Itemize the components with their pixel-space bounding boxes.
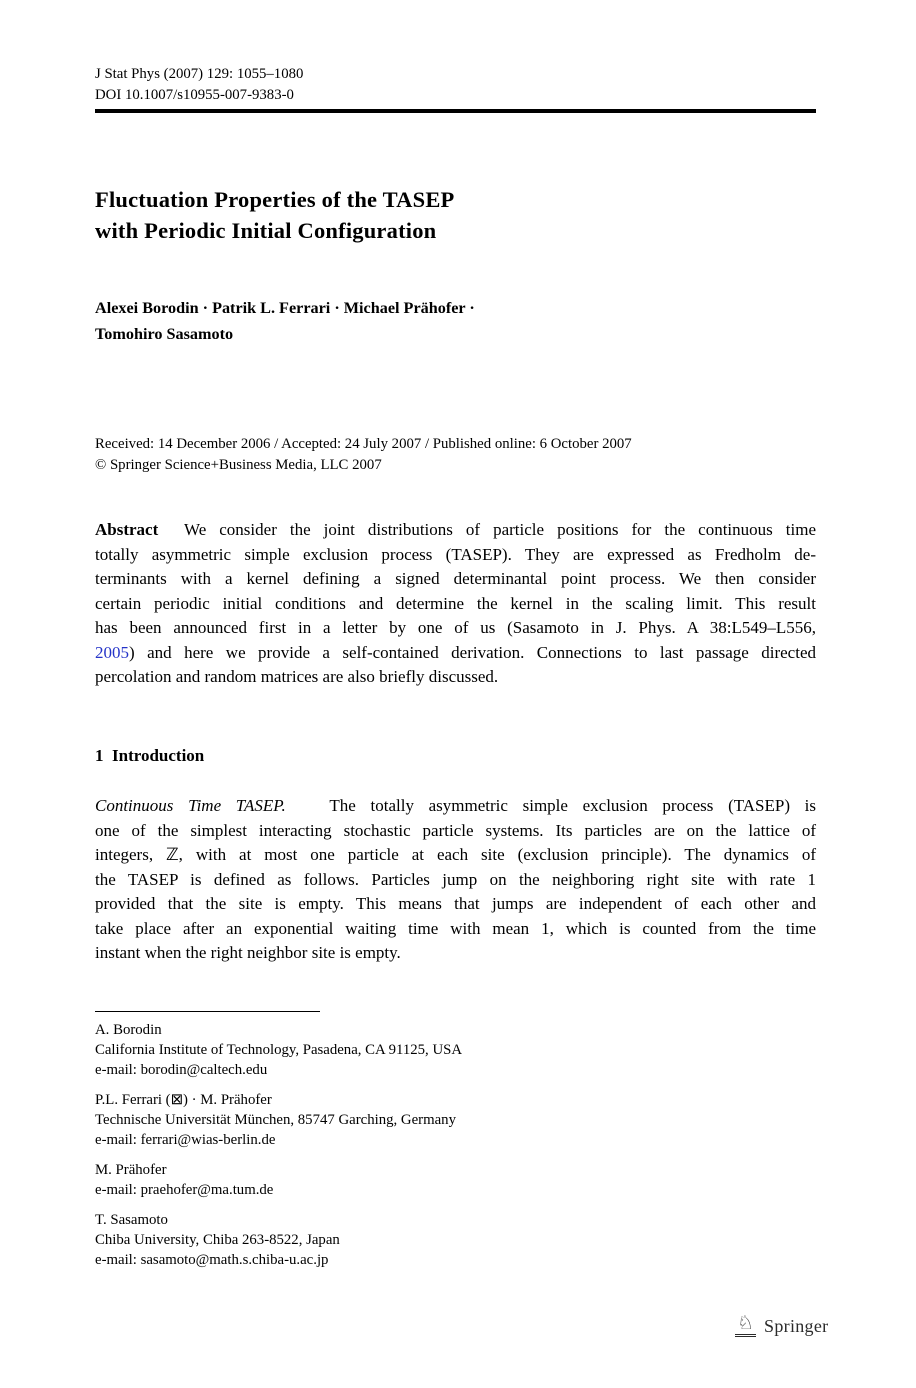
text-line: Fluctuation Properties of the TASEP: [95, 187, 455, 212]
footnote-ferrari-prahofer: [95, 1090, 816, 1150]
springer-horse-icon: ♘: [735, 1314, 756, 1337]
text-line: e-mail: praehofer@ma.tum.de: [95, 1182, 274, 1198]
text-line: 2005) and here we provide a self-contained derivation. Connections to last passage directed: [95, 642, 816, 662]
text-line: Alexei Borodin · Patrik L. Ferrari · Michael Prähofer ·: [95, 299, 475, 317]
text-line: Continuous Time TASEP. The totally asymmetric simple exclusion process (TASEP) is: [95, 796, 816, 815]
publisher-logo: [735, 1314, 828, 1337]
text-line: Technische Universität München, 85747 Garching, Germany: [95, 1112, 456, 1128]
text-line: © Springer Science+Business Media, LLC 2007: [95, 456, 382, 473]
text-line: Chiba University, Chiba 263-8522, Japan: [95, 1232, 340, 1248]
text-line: one of the simplest interacting stochastic particle systems. Its particles are on the lattice of: [95, 820, 816, 840]
text-line: e-mail: sasamoto@math.s.chiba-u.ac.jp: [95, 1252, 329, 1268]
text-line: M. Prähofer: [95, 1162, 167, 1178]
text-line: provided that the site is empty. This means that jumps are independent of each other and: [95, 894, 816, 913]
citation-year-link[interactable]: 2005: [95, 642, 129, 662]
abstract-paragraph: [95, 518, 816, 690]
text-line: certain periodic initial conditions and determine the kernel in the scaling limit. This result: [95, 593, 816, 613]
text-line: DOI 10.1007/s10955-007-9383-0: [95, 87, 294, 103]
text-line: T. Sasamoto: [95, 1212, 168, 1228]
text-line: take place after an exponential waiting time with mean 1, which is counted from the time: [95, 918, 816, 938]
text-line: has been announced first in a letter by one of us (Sasamoto in J. Phys. A 38:L549–L556,: [95, 618, 816, 637]
text-line: California Institute of Technology, Pasadena, CA 91125, USA: [95, 1042, 463, 1058]
footnote-sasamoto: [95, 1210, 816, 1270]
section-heading-introduction: 1 Introduction: [95, 746, 205, 765]
text-line: integers, ℤ, with at most one particle at each site (exclusion principle). The dynamics of: [95, 845, 816, 864]
text-line: J Stat Phys (2007) 129: 1055–1080: [95, 66, 304, 82]
journal-header: [95, 64, 816, 106]
footnote-rule: [95, 1011, 320, 1012]
text-line: Tomohiro Sasamoto: [95, 324, 234, 343]
text-line: e-mail: ferrari@wias-berlin.de: [95, 1132, 276, 1148]
text-line: with Periodic Initial Configuration: [95, 218, 437, 243]
text-line: A. Borodin: [95, 1022, 162, 1038]
header-rule: [95, 109, 816, 113]
text-line: e-mail: borodin@caltech.edu: [95, 1062, 268, 1078]
text-line: terminants with a kernel defining a signed determinantal point process. We then consider: [95, 569, 816, 588]
author-footnotes: [95, 1020, 816, 1280]
text-line: Abstract We consider the joint distributions of particle positions for the continuous time: [95, 520, 816, 539]
text-line: instant when the right neighbor site is empty.: [95, 943, 401, 962]
text-line: totally asymmetric simple exclusion process (TASEP). They are expressed as Fredholm de-: [95, 544, 816, 564]
text-line: P.L. Ferrari (⊠) · M. Prähofer: [95, 1092, 272, 1108]
introduction-paragraph: [95, 794, 816, 966]
received-accepted-line: [95, 434, 816, 475]
text-line: the TASEP is defined as follows. Particles jump on the neighboring right site with rate 1: [95, 869, 816, 889]
author-list: [95, 296, 816, 347]
text-line: percolation and random matrices are also briefly discussed.: [95, 667, 499, 686]
footnote-prahofer: [95, 1160, 816, 1200]
text-line: Received: 14 December 2006 / Accepted: 24 July 2007 / Published online: 6 October 2007: [95, 436, 632, 452]
footnote-borodin: [95, 1020, 816, 1080]
paper-title: [95, 184, 816, 246]
publisher-name: Springer: [764, 1316, 829, 1336]
